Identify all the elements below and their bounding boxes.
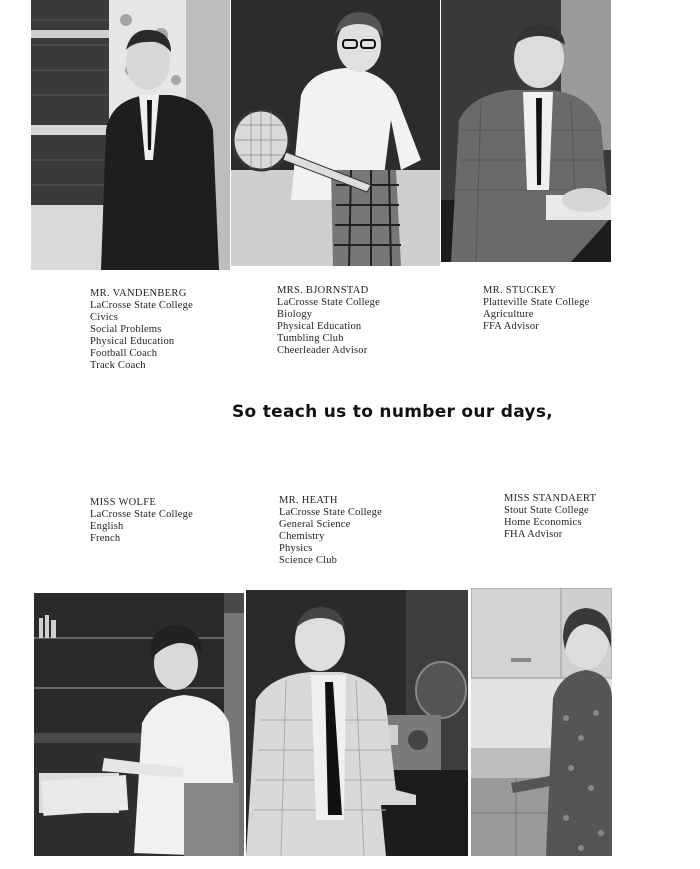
teacher-name: MISS STANDAERT bbox=[504, 493, 597, 504]
caption-line: Chemistry bbox=[279, 531, 325, 542]
teacher-name: MISS WOLFE bbox=[90, 497, 157, 508]
caption-line: Cheerleader Advisor bbox=[277, 345, 368, 356]
verse-heading: So teach us to number our days, bbox=[231, 402, 553, 422]
caption-line: Physical Education bbox=[277, 321, 362, 332]
caption-line: French bbox=[90, 533, 121, 544]
caption-line: Physical Education bbox=[90, 336, 175, 347]
caption-line: Science Club bbox=[279, 555, 338, 566]
photo-bjornstad bbox=[231, 0, 440, 266]
caption-stuckey bbox=[483, 285, 589, 333]
caption-line: Physics bbox=[279, 543, 313, 554]
caption-line: LaCrosse State College bbox=[277, 297, 380, 308]
caption-line: Social Problems bbox=[90, 324, 162, 335]
caption-line: General Science bbox=[279, 519, 351, 530]
caption-bjornstad bbox=[277, 285, 380, 357]
photo-vandenberg bbox=[31, 0, 230, 270]
caption-line: FFA Advisor bbox=[483, 321, 539, 332]
photo-wolfe bbox=[34, 593, 244, 856]
caption-line: Track Coach bbox=[90, 360, 146, 371]
caption-vandenberg bbox=[90, 288, 193, 372]
teacher-name: MRS. BJORNSTAD bbox=[277, 285, 369, 296]
caption-line: LaCrosse State College bbox=[90, 509, 193, 520]
teacher-name: MR. HEATH bbox=[279, 495, 338, 506]
photo-standaert bbox=[471, 588, 612, 856]
caption-line: FHA Advisor bbox=[504, 529, 563, 540]
caption-line: Civics bbox=[90, 312, 119, 323]
caption-line: Football Coach bbox=[90, 348, 158, 359]
caption-line: LaCrosse State College bbox=[90, 300, 193, 311]
caption-line: Stout State College bbox=[504, 505, 589, 516]
photo-stuckey bbox=[441, 0, 611, 262]
teacher-name: MR. VANDENBERG bbox=[90, 288, 187, 299]
caption-standaert bbox=[504, 493, 596, 541]
caption-line: Biology bbox=[277, 309, 313, 320]
photo-heath bbox=[246, 590, 468, 856]
caption-heath bbox=[279, 495, 382, 567]
teacher-name: MR. STUCKEY bbox=[483, 285, 557, 296]
caption-line: Agriculture bbox=[483, 309, 534, 320]
caption-wolfe bbox=[90, 497, 193, 545]
caption-line: Platteville State College bbox=[483, 297, 590, 308]
caption-line: English bbox=[90, 521, 124, 532]
caption-line: Home Economics bbox=[504, 517, 582, 528]
caption-line: Tumbling Club bbox=[277, 333, 344, 344]
caption-line: LaCrosse State College bbox=[279, 507, 382, 518]
